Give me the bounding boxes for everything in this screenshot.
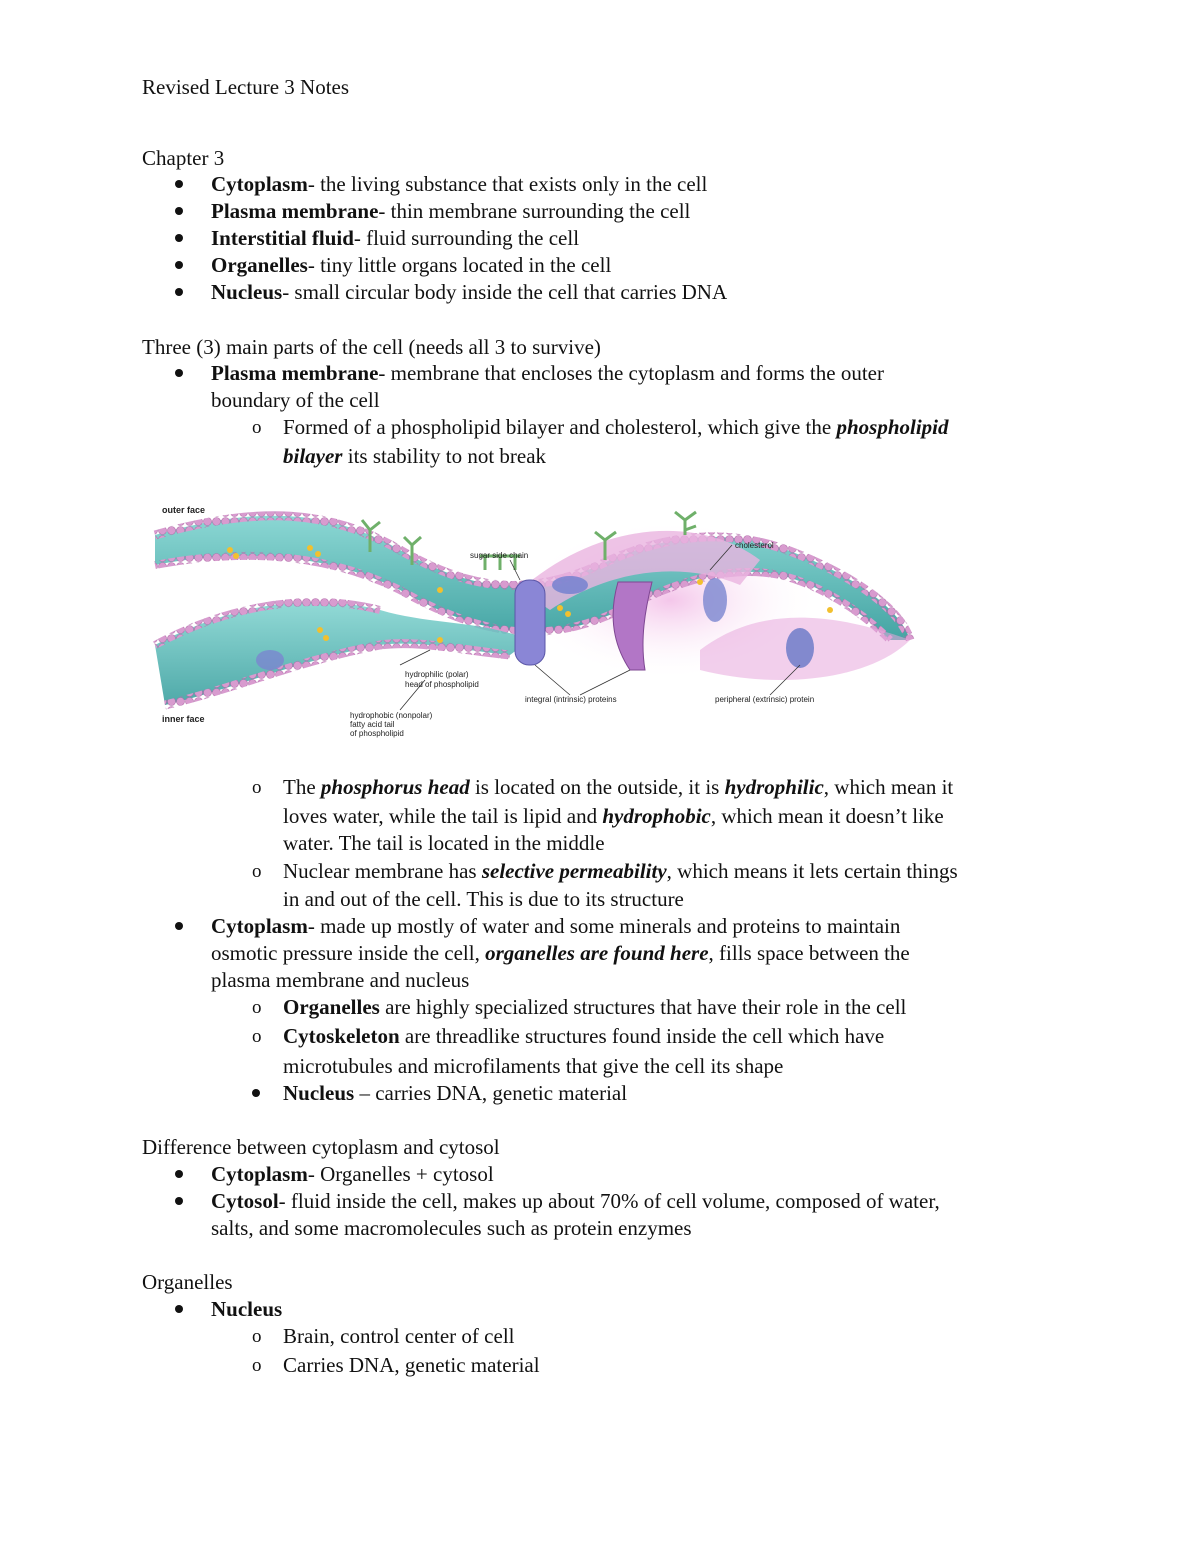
list-item: Interstitial fluid- fluid surrounding the cell xyxy=(211,226,580,250)
figure-label-hydrophobic-1: hydrophobic (nonpolar) xyxy=(350,711,433,720)
sub-bullet-icon: o xyxy=(252,861,262,882)
bullet-icon xyxy=(175,180,183,188)
figure-label-cholesterol: cholesterol xyxy=(735,541,774,550)
bullet-icon xyxy=(175,1305,183,1313)
bullet-icon xyxy=(175,369,183,377)
list-item: Nucleus- small circular body inside the cell that carries DNA xyxy=(211,280,728,304)
bullet-icon xyxy=(175,922,183,930)
list-item: Cytoplasm- Organelles + cytosol xyxy=(211,1162,494,1186)
sub-list-item: Carries DNA, genetic material xyxy=(283,1353,540,1377)
list-item: Plasma membrane- thin membrane surrounding the cell xyxy=(211,199,691,223)
bullet-icon xyxy=(175,288,183,296)
sub-list-item-continuation: in and out of the cell. This is due to its structure xyxy=(283,887,684,911)
sub-list-item: Formed of a phospholipid bilayer and cholesterol, which give the phospholipid xyxy=(283,415,949,439)
sub-bullet-icon: o xyxy=(252,997,262,1018)
sub-list-item-continuation: water. The tail is located in the middle xyxy=(283,831,605,855)
section-heading: Organelles xyxy=(142,1270,233,1294)
sub-list-item: Brain, control center of cell xyxy=(283,1324,515,1348)
figure-label-inner-face: inner face xyxy=(162,714,205,724)
list-item: Nucleus xyxy=(211,1297,283,1321)
figure-label-integral-proteins: integral (intrinsic) proteins xyxy=(525,695,617,704)
sub-bullet-icon: o xyxy=(252,417,262,438)
figure-label-peripheral-protein: peripheral (extrinsic) protein xyxy=(715,695,815,704)
sub-list-item-continuation: microtubules and microfilaments that give the cell its shape xyxy=(283,1054,784,1078)
section-heading: Three (3) main parts of the cell (needs all 3 to survive) xyxy=(142,335,601,359)
figure-label-sugar-side-chain: sugar side chain xyxy=(470,551,529,560)
phospholipid-bilayer-figure xyxy=(140,490,920,750)
bullet-icon xyxy=(175,234,183,242)
bullet-icon xyxy=(175,207,183,215)
list-item-continuation: boundary of the cell xyxy=(211,388,380,412)
figure-label-hydrophilic-2: head of phospholipid xyxy=(405,680,479,689)
figure-label-hydrophobic-2: fatty acid tail xyxy=(350,720,395,729)
document-title: Revised Lecture 3 Notes xyxy=(142,75,350,99)
sub-bullet-icon: o xyxy=(252,777,262,798)
chapter-heading: Chapter 3 xyxy=(142,146,225,170)
list-item: Organelles- tiny little organs located in the cell xyxy=(211,253,612,277)
figure-label-hydrophilic-1: hydrophilic (polar) xyxy=(405,670,469,679)
list-item-continuation: osmotic pressure inside the cell, organelles are found here, fills space between the xyxy=(211,941,910,965)
sub-list-item-continuation: bilayer its stability to not break xyxy=(283,444,547,468)
sub-list-item: Nuclear membrane has selective permeability, which means it lets certain things xyxy=(283,859,958,883)
list-item-continuation: salts, and some macromolecules such as protein enzymes xyxy=(211,1216,692,1240)
sub-bullet-icon: o xyxy=(252,1026,262,1047)
sub-list-item: Nucleus – carries DNA, genetic material xyxy=(283,1081,628,1105)
list-item: Cytosol- fluid inside the cell, makes up about 70% of cell volume, composed of water, xyxy=(211,1189,940,1213)
section-heading: Difference between cytoplasm and cytosol xyxy=(142,1135,500,1159)
membrane-drawing xyxy=(155,512,910,710)
bullet-icon xyxy=(175,1170,183,1178)
bullet-icon xyxy=(252,1089,260,1097)
list-item-continuation: plasma membrane and nucleus xyxy=(211,968,470,992)
bullet-icon xyxy=(175,261,183,269)
figure-label-outer-face: outer face xyxy=(162,505,206,515)
list-item: Cytoplasm- the living substance that exists only in the cell xyxy=(211,172,708,196)
sub-list-item: Cytoskeleton are threadlike structures found inside the cell which have xyxy=(283,1024,885,1048)
sub-list-item: Organelles are highly specialized structures that have their role in the cell xyxy=(283,995,907,1019)
list-item: Plasma membrane- membrane that encloses the cytoplasm and forms the outer xyxy=(211,361,884,385)
sub-bullet-icon: o xyxy=(252,1355,262,1376)
sub-list-item-continuation: loves water, while the tail is lipid and hydrophobic, which mean it doesn’t like xyxy=(283,804,944,828)
figure-label-hydrophobic-3: of phospholipid xyxy=(350,729,404,738)
list-item: Cytoplasm- made up mostly of water and some minerals and proteins to maintain xyxy=(211,914,901,938)
sub-list-item: The phosphorus head is located on the outside, it is hydrophilic, which mean it xyxy=(283,775,954,799)
sub-bullet-icon: o xyxy=(252,1326,262,1347)
bullet-icon xyxy=(175,1197,183,1205)
